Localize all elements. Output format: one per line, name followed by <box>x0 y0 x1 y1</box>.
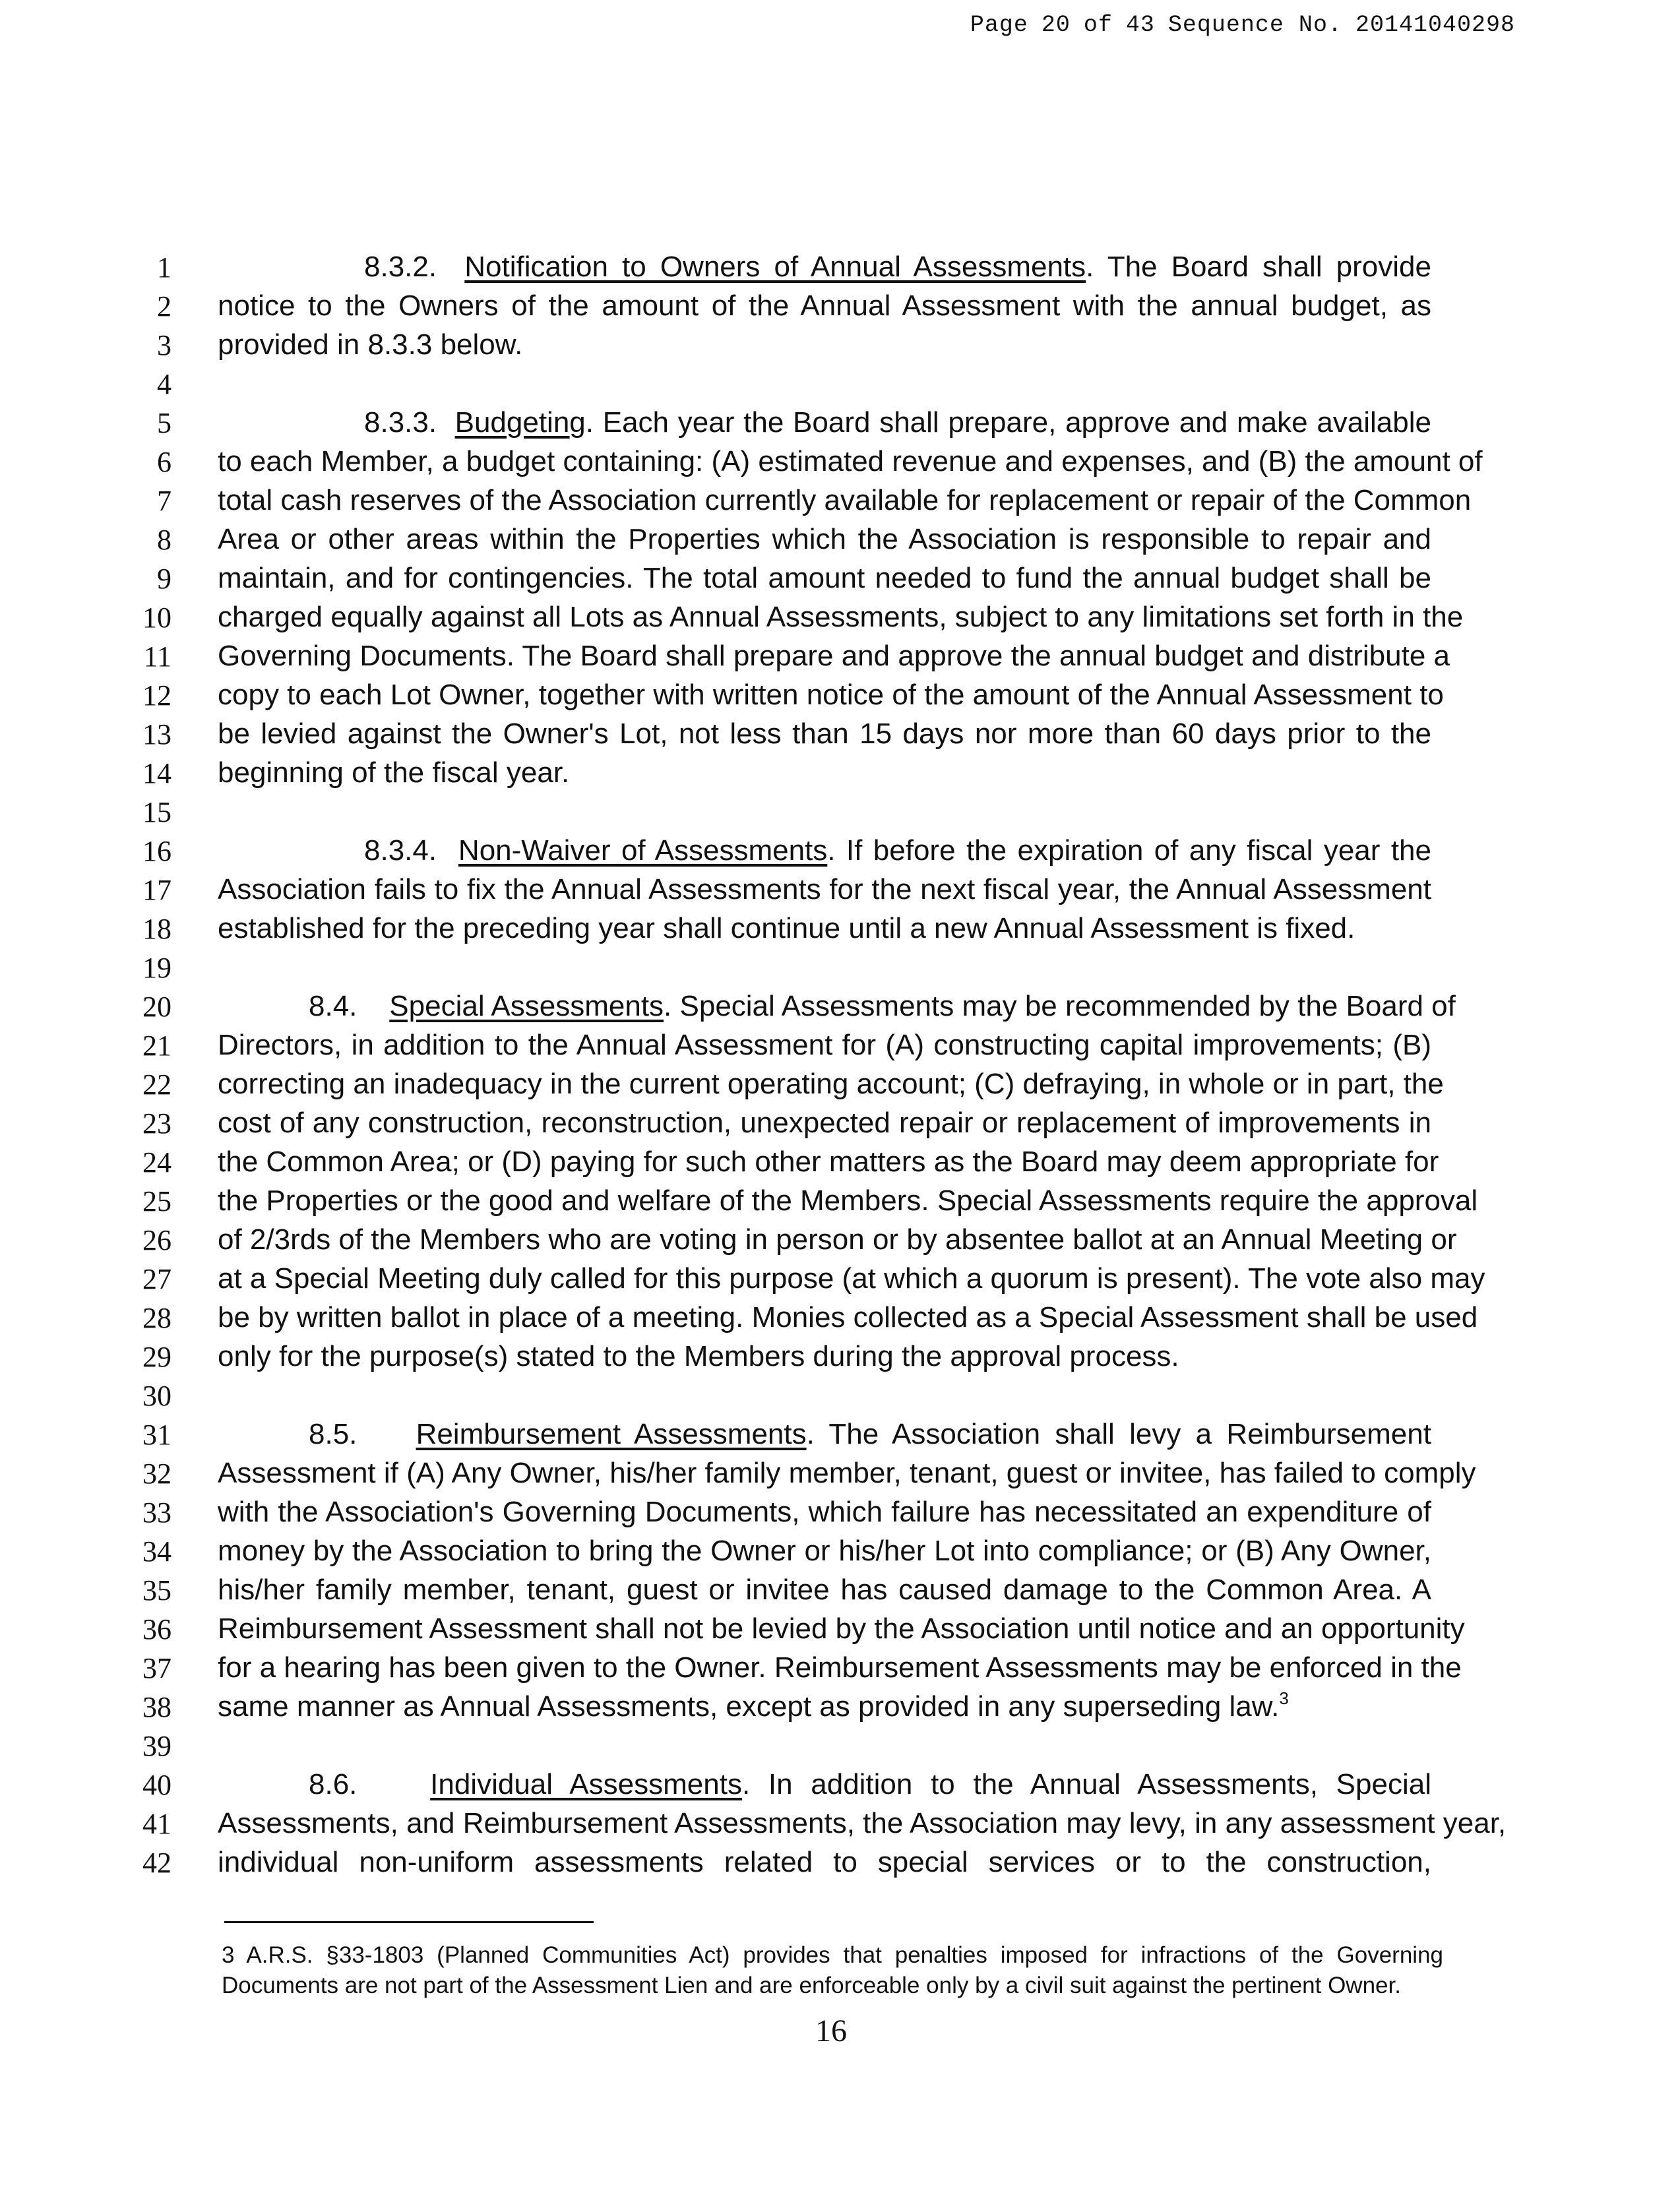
doc-line <box>0 793 1680 832</box>
line-number: 33 <box>142 1496 171 1529</box>
line-number: 40 <box>142 1769 171 1801</box>
line-text: . Each year the Board shall prepare, approve and make available <box>585 406 1431 439</box>
doc-line <box>0 1610 1680 1649</box>
line-text: to each Member, a budget containing: (A) estimated revenue and expenses, and (B) the amount of <box>218 445 1483 477</box>
line-text: Assessment if (A) Any Owner, his/her family member, tenant, guest or invitee, has failed to comply <box>218 1457 1476 1489</box>
doc-line <box>0 559 1680 599</box>
line-text: be levied against the Owner's Lot, not less than 15 days nor more than 60 days prior to the <box>218 718 1431 750</box>
doc-line <box>0 1299 1680 1338</box>
line-text-with-footnote <box>218 1690 1431 1723</box>
doc-line <box>0 326 1680 365</box>
doc-line <box>0 1688 1680 1727</box>
doc-line <box>0 871 1680 910</box>
line-text: . If before the expiration of any fiscal year the <box>827 834 1431 867</box>
doc-line <box>0 715 1680 754</box>
doc-line <box>0 598 1680 638</box>
page-header <box>970 12 1515 38</box>
line-text: established for the preceding year shall continue until a new Annual Assessment is fixed. <box>218 912 1355 944</box>
line-text: only for the purpose(s) stated to the Members during the approval process. <box>218 1340 1179 1372</box>
line-text: provided in 8.3.3 below. <box>218 328 523 361</box>
doc-line <box>0 1104 1680 1144</box>
line-text: Assessments, and Reimbursement Assessments, the Association may levy, in any assessment year, <box>218 1807 1507 1839</box>
line-number: 13 <box>142 718 171 751</box>
line-number: 16 <box>142 835 171 867</box>
page-number-footer: 16 <box>815 2013 847 2048</box>
doc-line <box>0 1571 1680 1611</box>
line-number: 28 <box>142 1302 171 1334</box>
line-text: total cash reserves of the Association currently available for replacement or repair of the Common <box>218 484 1472 516</box>
line-text: the Common Area; or (D) paying for such other matters as the Board may deem appropriate for <box>218 1146 1439 1178</box>
section-8-5-line <box>218 1418 1431 1451</box>
section-heading: Special Assessments <box>389 990 664 1022</box>
section-8-3-4-line <box>218 834 1431 867</box>
line-text: Reimbursement Assessment shall not be levied by the Association until notice and an opportunity <box>218 1612 1465 1645</box>
doc-line <box>0 404 1680 443</box>
line-number: 4 <box>157 368 171 400</box>
doc-line <box>0 287 1680 326</box>
doc-line <box>0 948 1680 988</box>
line-number: 14 <box>142 757 171 789</box>
doc-line <box>0 1415 1680 1455</box>
doc-line <box>0 1221 1680 1260</box>
doc-line <box>0 832 1680 871</box>
line-number: 36 <box>142 1613 171 1645</box>
doc-line <box>0 1532 1680 1572</box>
line-text: same manner as Annual Assessments, except as provided in any superseding law. <box>218 1690 1280 1723</box>
line-number: 2 <box>157 290 171 322</box>
doc-line <box>0 1493 1680 1533</box>
doc-line <box>0 1649 1680 1688</box>
doc-line <box>0 909 1680 949</box>
line-text: notice to the Owners of the amount of the Annual Assessment with the annual budget, as <box>218 290 1431 322</box>
line-text: Area or other areas within the Properties which the Association is responsible to repair and <box>218 523 1431 555</box>
section-8-4-line <box>218 990 1456 1023</box>
footnote-reference: 3 <box>1279 1688 1289 1708</box>
line-number: 38 <box>142 1691 171 1723</box>
line-text: copy to each Lot Owner, together with written notice of the amount of the Annual Assessment to <box>218 679 1444 711</box>
line-number: 3 <box>157 329 171 361</box>
section-number: 8.3.2. <box>364 251 437 283</box>
doc-line <box>0 987 1680 1027</box>
line-number: 7 <box>157 485 171 517</box>
section-heading: Non-Waiver of Assessments <box>458 834 828 867</box>
doc-line <box>0 1065 1680 1105</box>
doc-line <box>0 1337 1680 1377</box>
section-heading: Individual Assessments <box>430 1768 742 1800</box>
page-total: 43 <box>1125 12 1155 38</box>
line-text: . In addition to the Annual Assessments, Special <box>741 1768 1431 1800</box>
line-number: 5 <box>157 407 171 439</box>
line-text: Association fails to fix the Annual Assessments for the next fiscal year, the Annual Assessment <box>218 873 1431 905</box>
section-8-3-3-line <box>218 406 1431 439</box>
sequence-number: 20141040298 <box>1355 12 1515 38</box>
footnote-divider <box>224 1921 594 1923</box>
section-8-6-line <box>218 1768 1431 1801</box>
of-label: of <box>1083 12 1113 38</box>
section-heading: Reimbursement Assessments <box>416 1418 807 1450</box>
footnote-line: Documents are not part of the Assessment Lien and are enforceable only by a civil suit against the pertinent Owner. <box>222 1973 1401 1998</box>
line-text: beginning of the fiscal year. <box>218 756 570 789</box>
page-label: Page <box>970 12 1028 38</box>
section-heading: Notification to Owners of Annual Assessments <box>464 251 1086 283</box>
section-number: 8.3.3. <box>364 406 437 439</box>
doc-line <box>0 1182 1680 1221</box>
line-number: 18 <box>142 913 171 945</box>
line-number: 20 <box>142 991 171 1023</box>
line-text: the Properties or the good and welfare of the Members. Special Assessments require the approval <box>218 1184 1478 1217</box>
line-text: . The Board shall provide <box>1086 251 1431 283</box>
line-number: 42 <box>142 1847 171 1879</box>
doc-line <box>0 248 1680 288</box>
doc-line <box>0 1260 1680 1299</box>
line-number: 12 <box>142 679 171 712</box>
line-text: his/her family member, tenant, guest or invitee has caused damage to the Common Area. A <box>218 1574 1431 1606</box>
line-text: for a hearing has been given to the Owner. Reimbursement Assessments may be enforced in the <box>218 1651 1462 1684</box>
doc-line <box>0 1765 1680 1805</box>
line-text: maintain, and for contingencies. The total amount needed to fund the annual budget shall be <box>218 562 1431 594</box>
section-8-3-2-line <box>218 251 1431 284</box>
line-number: 29 <box>142 1341 171 1373</box>
line-number: 34 <box>142 1535 171 1568</box>
line-number: 26 <box>142 1224 171 1256</box>
doc-line <box>0 637 1680 677</box>
line-number: 22 <box>142 1068 171 1101</box>
line-text: . The Association shall levy a Reimbursement <box>806 1418 1431 1450</box>
doc-line <box>0 1026 1680 1066</box>
doc-line <box>0 1454 1680 1494</box>
line-number: 39 <box>142 1730 171 1762</box>
line-number: 35 <box>142 1574 171 1607</box>
line-number: 30 <box>142 1380 171 1412</box>
section-number: 8.6. <box>309 1768 358 1800</box>
line-text: charged equally against all Lots as Annual Assessments, subject to any limitations set forth in the <box>218 601 1464 633</box>
doc-line <box>0 520 1680 560</box>
line-number: 8 <box>157 524 171 556</box>
line-number: 23 <box>142 1107 171 1140</box>
line-number: 31 <box>142 1419 171 1451</box>
line-number: 21 <box>142 1029 171 1062</box>
line-number: 10 <box>142 601 171 634</box>
line-number: 19 <box>142 952 171 984</box>
footnote-line: 3 A.R.S. §33-1803 (Planned Communities Act) provides that penalties imposed for infractions of the Governing <box>222 1942 1443 1968</box>
line-text: individual non-uniform assessments related to special services or to the construction, <box>218 1846 1431 1878</box>
line-text: cost of any construction, reconstruction, unexpected repair or replacement of improvements in <box>218 1107 1431 1139</box>
doc-line <box>0 1143 1680 1182</box>
doc-line <box>0 676 1680 716</box>
doc-line <box>0 1843 1680 1883</box>
line-text: at a Special Meeting duly called for this purpose (at which a quorum is present). The vote also may <box>218 1262 1485 1295</box>
line-number: 37 <box>142 1652 171 1684</box>
line-text: money by the Association to bring the Owner or his/her Lot into compliance; or (B) Any Owner, <box>218 1535 1431 1567</box>
section-heading: Budgeting <box>454 406 586 439</box>
line-number: 11 <box>143 640 171 673</box>
line-text: Directors, in addition to the Annual Assessment for (A) constructing capital improvements; (B) <box>218 1029 1431 1061</box>
line-text: correcting an inadequacy in the current operating account; (C) defraying, in whole or in part, the <box>218 1068 1444 1100</box>
line-number: 9 <box>157 563 171 595</box>
doc-line <box>0 365 1680 404</box>
section-number: 8.4. <box>309 990 358 1022</box>
doc-line <box>0 754 1680 793</box>
line-number: 41 <box>142 1808 171 1840</box>
doc-line <box>0 1727 1680 1766</box>
line-number: 6 <box>157 446 171 478</box>
line-number: 15 <box>142 796 171 828</box>
section-number: 8.5. <box>309 1418 358 1450</box>
line-number: 24 <box>142 1146 171 1179</box>
line-text: with the Association's Governing Documents, which failure has necessitated an expenditure of <box>218 1496 1431 1528</box>
line-number: 25 <box>142 1185 171 1217</box>
line-number: 27 <box>142 1263 171 1295</box>
line-number: 32 <box>142 1458 171 1490</box>
doc-line <box>0 443 1680 482</box>
line-text: of 2/3rds of the Members who are voting in person or by absentee ballot at an Annual Meeting or <box>218 1223 1457 1256</box>
doc-line <box>0 1804 1680 1844</box>
line-text: Governing Documents. The Board shall prepare and approve the annual budget and distribute a <box>218 640 1450 672</box>
line-number: 17 <box>142 874 171 906</box>
line-text: be by written ballot in place of a meeting. Monies collected as a Special Assessment shall be used <box>218 1301 1478 1334</box>
line-text: . Special Assessments may be recommended by the Board of <box>664 990 1456 1022</box>
sequence-label: Sequence No. <box>1167 12 1342 38</box>
doc-line <box>0 481 1680 521</box>
doc-line <box>0 1376 1680 1416</box>
line-number: 1 <box>157 251 171 284</box>
section-number: 8.3.4. <box>364 834 437 867</box>
page-number-header: 20 <box>1041 12 1071 38</box>
